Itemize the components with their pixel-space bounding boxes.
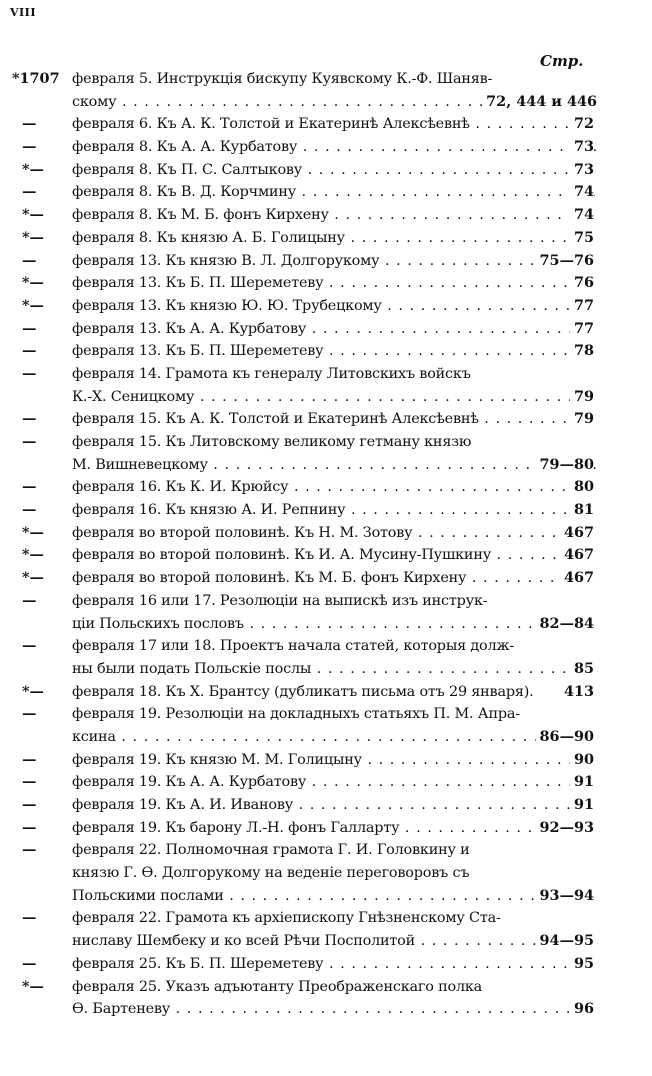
list-item bbox=[0, 136, 652, 159]
entry-mark: — bbox=[22, 954, 37, 972]
list-item bbox=[0, 250, 652, 273]
entry-text: февраля 22. Грамота къ архіепископу Гнѣзненскому Ста- bbox=[72, 910, 501, 927]
entry-mark: — bbox=[22, 251, 37, 269]
entry-page: 72 bbox=[570, 113, 594, 136]
entry-mark: — bbox=[22, 591, 37, 609]
entry-page: 73 bbox=[570, 159, 594, 182]
list-item bbox=[0, 113, 652, 136]
list-item bbox=[0, 522, 652, 545]
entry-page: 413 bbox=[560, 681, 594, 704]
entry-text-cont: скому . . . bbox=[72, 91, 596, 114]
entry-page: 91 bbox=[570, 771, 594, 794]
entry-mark: *— bbox=[22, 228, 44, 246]
entry-page: 96 bbox=[570, 998, 594, 1021]
entry-text: февраля 8. Къ В. Д. Корчмину . . . bbox=[72, 181, 596, 204]
entry-page: 79—80 bbox=[536, 454, 594, 477]
entry-text: февраля 6. Къ А. К. Толстой и Екатеринѣ Алексѣевнѣ . . . bbox=[72, 113, 596, 136]
entry-text-cont: ниславу Шембеку и ко всей Рѣчи Посполитой . . . bbox=[72, 930, 596, 953]
entry-mark: — bbox=[22, 183, 37, 201]
entry-text-cont: князю Г. Ѳ. Долгорукому на веденіе переговоровъ съ bbox=[72, 865, 470, 882]
entry-text-cont: Польскими послами . . . bbox=[72, 885, 596, 908]
entry-text-cont: ны были подать Польскіе послы . . . bbox=[72, 658, 596, 681]
entry-mark: *— bbox=[22, 206, 44, 224]
entry-mark: — bbox=[22, 138, 37, 156]
entry-page: 91 bbox=[570, 794, 594, 817]
list-item bbox=[0, 771, 652, 794]
list-item bbox=[0, 408, 652, 431]
entry-mark: — bbox=[22, 705, 37, 723]
entry-page: 76 bbox=[570, 272, 594, 295]
entry-mark: — bbox=[22, 818, 37, 836]
entry-page: 74 bbox=[570, 204, 594, 227]
entry-page: 73 bbox=[570, 136, 594, 159]
entry-page: 78 bbox=[570, 340, 594, 363]
list-item bbox=[0, 907, 652, 952]
entry-text: февраля 25. Къ Б. П. Шереметеву . . . bbox=[72, 953, 596, 976]
entry-page: 75—76 bbox=[536, 250, 594, 273]
entry-mark: — bbox=[22, 773, 37, 791]
list-item bbox=[0, 431, 652, 476]
entry-mark: — bbox=[22, 342, 37, 360]
list-item bbox=[0, 749, 652, 772]
entry-mark: *— bbox=[22, 546, 44, 564]
entry-mark: *— bbox=[22, 682, 44, 700]
entry-text: февраля 16 или 17. Резолюціи на выпискѣ изъ инструк- bbox=[72, 592, 488, 609]
entry-text: февраля 13. Къ князю Ю. Ю. Трубецкому . . . bbox=[72, 295, 596, 318]
entry-text: февраля во второй половинѣ. Къ Н. М. Зотову . . . bbox=[72, 522, 596, 545]
entry-text: февраля 15. Къ А. К. Толстой и Екатеринѣ Алексѣевнѣ . . . bbox=[72, 408, 596, 431]
entry-mark: *— bbox=[22, 274, 44, 292]
list-item bbox=[0, 567, 652, 590]
entry-mark: *— bbox=[22, 296, 44, 314]
entry-text-cont: М. Вишневецкому . . . bbox=[72, 454, 596, 477]
entry-page: 80 bbox=[570, 476, 594, 499]
entry-mark: — bbox=[22, 841, 37, 859]
entry-text: февраля 22. Полномочная грамота Г. И. Головкину и bbox=[72, 842, 470, 859]
entry-text: февраля 19. Къ князю М. М. Голицыну . . . bbox=[72, 749, 596, 772]
entry-mark: *— bbox=[22, 160, 44, 178]
entry-mark: *— bbox=[22, 977, 44, 995]
list-item bbox=[0, 227, 652, 250]
entry-text: февраля во второй половинѣ. Къ И. А. Мусину-Пушкину . . . bbox=[72, 544, 596, 567]
list-item bbox=[0, 295, 652, 318]
list-item bbox=[0, 953, 652, 976]
entry-page: 72, 444 и 446 bbox=[482, 91, 597, 114]
entry-page: 77 bbox=[570, 318, 594, 341]
list-item bbox=[0, 839, 652, 907]
page-number: VIII bbox=[10, 6, 36, 19]
list-item bbox=[0, 681, 652, 704]
entry-mark: — bbox=[22, 364, 37, 382]
entry-text-cont: К.-Х. Сеницкому . . . bbox=[72, 386, 596, 409]
list-item bbox=[0, 794, 652, 817]
list-item bbox=[0, 635, 652, 680]
entry-text: февраля 25. Указъ адъютанту Преображенскаго полка bbox=[72, 978, 483, 995]
list-item bbox=[0, 181, 652, 204]
entry-text: февраля 13. Къ Б. П. Шереметеву . . . bbox=[72, 272, 596, 295]
list-item bbox=[0, 817, 652, 840]
entry-mark: — bbox=[22, 319, 37, 337]
entry-text: февраля 13. Къ А. А. Курбатову . . . bbox=[72, 318, 596, 341]
entry-text: февраля 19. Къ барону Л.-Н. фонъ Галларту . . . bbox=[72, 817, 596, 840]
list-item bbox=[0, 272, 652, 295]
entry-mark: *— bbox=[22, 569, 44, 587]
list-item bbox=[0, 363, 652, 408]
entry-mark: — bbox=[22, 410, 37, 428]
entry-text: февраля 14. Грамота къ генералу Литовскихъ войскъ bbox=[72, 365, 471, 382]
entry-mark: — bbox=[22, 637, 37, 655]
entry-text: февраля 19. Къ А. А. Курбатову . . . bbox=[72, 771, 596, 794]
list-item bbox=[0, 340, 652, 363]
entry-text: февраля 17 или 18. Проектъ начала статей, которыя долж- bbox=[72, 638, 515, 655]
table-of-contents bbox=[0, 68, 652, 1021]
entry-page: 92—93 bbox=[536, 817, 594, 840]
entry-text: февраля 19. Резолюціи на докладныхъ статьяхъ П. М. Апра- bbox=[72, 706, 520, 723]
entry-text: февраля 19. Къ А. И. Иванову . . . bbox=[72, 794, 596, 817]
entry-mark: — bbox=[22, 501, 37, 519]
entry-text: февраля 13. Къ князю В. Л. Долгорукому . . . bbox=[72, 250, 596, 273]
column-header-page: Стр. bbox=[540, 52, 584, 70]
entry-mark: — bbox=[22, 909, 37, 927]
entry-text: февраля 8. Къ М. Б. фонъ Кирхену . . . bbox=[72, 204, 596, 227]
list-item bbox=[0, 499, 652, 522]
entry-mark: — bbox=[22, 115, 37, 133]
entry-mark: — bbox=[22, 478, 37, 496]
entry-text: февраля 15. Къ Литовскому великому гетману князю bbox=[72, 434, 472, 450]
list-item bbox=[0, 590, 652, 635]
entry-page: 79 bbox=[570, 408, 594, 431]
list-item bbox=[0, 68, 652, 113]
entry-page: 95 bbox=[570, 953, 594, 976]
list-item bbox=[0, 544, 652, 567]
entry-text: февраля 18. Къ Х. Брантсу (дубликатъ письма отъ 29 января). bbox=[72, 683, 534, 700]
list-item bbox=[0, 318, 652, 341]
entry-mark: *— bbox=[22, 523, 44, 541]
entry-text: февраля 8. Къ князю А. Б. Голицыну . . . bbox=[72, 227, 596, 250]
entry-text: февраля 13. Къ Б. П. Шереметеву . . . bbox=[72, 340, 596, 363]
entry-page: 85 bbox=[570, 658, 594, 681]
entry-page: 79 bbox=[570, 386, 594, 409]
entry-page: 467 bbox=[560, 522, 594, 545]
entry-page: 94—95 bbox=[536, 930, 594, 953]
entry-text: февраля 8. Къ П. С. Салтыкову . . . bbox=[72, 159, 596, 182]
entry-text: февраля 16. Къ князю А. И. Репнину . . . bbox=[72, 499, 596, 522]
list-item bbox=[0, 703, 652, 748]
entry-page: 467 bbox=[560, 567, 594, 590]
entry-text: февраля 8. Къ А. А. Курбатову . . . bbox=[72, 136, 596, 159]
list-item bbox=[0, 204, 652, 227]
entry-page: 467 bbox=[560, 544, 594, 567]
entry-text: февраля во второй половинѣ. Къ М. Б. фонъ Кирхену . . . bbox=[72, 567, 596, 590]
entry-page: 82—84 bbox=[536, 613, 594, 636]
entry-text-cont: Ѳ. Бартеневу . . . bbox=[72, 998, 596, 1021]
entry-page: 75 bbox=[570, 227, 594, 250]
list-item bbox=[0, 976, 652, 1021]
entry-page: 74 bbox=[570, 181, 594, 204]
entry-text-cont: ксина . . . bbox=[72, 726, 596, 749]
entry-page: 77 bbox=[570, 295, 594, 318]
entry-mark: *1707 bbox=[12, 70, 60, 87]
entry-text: февраля 5. Инструкція бискупу Куявскому К.-Ф. Шаняв- bbox=[72, 71, 493, 87]
entry-page: 81 bbox=[570, 499, 594, 522]
entry-mark: — bbox=[22, 750, 37, 768]
entry-mark: — bbox=[22, 796, 37, 813]
entry-text: февраля 16. Къ К. И. Крюйсу . . . bbox=[72, 476, 596, 499]
list-item bbox=[0, 159, 652, 182]
entry-page: 86—90 bbox=[536, 726, 594, 749]
entry-page: 93—94 bbox=[536, 885, 594, 908]
list-item bbox=[0, 476, 652, 499]
entry-text-cont: ціи Польскихъ пословъ . . . bbox=[72, 613, 596, 636]
entry-mark: — bbox=[22, 433, 37, 450]
entry-page: 90 bbox=[570, 749, 594, 772]
